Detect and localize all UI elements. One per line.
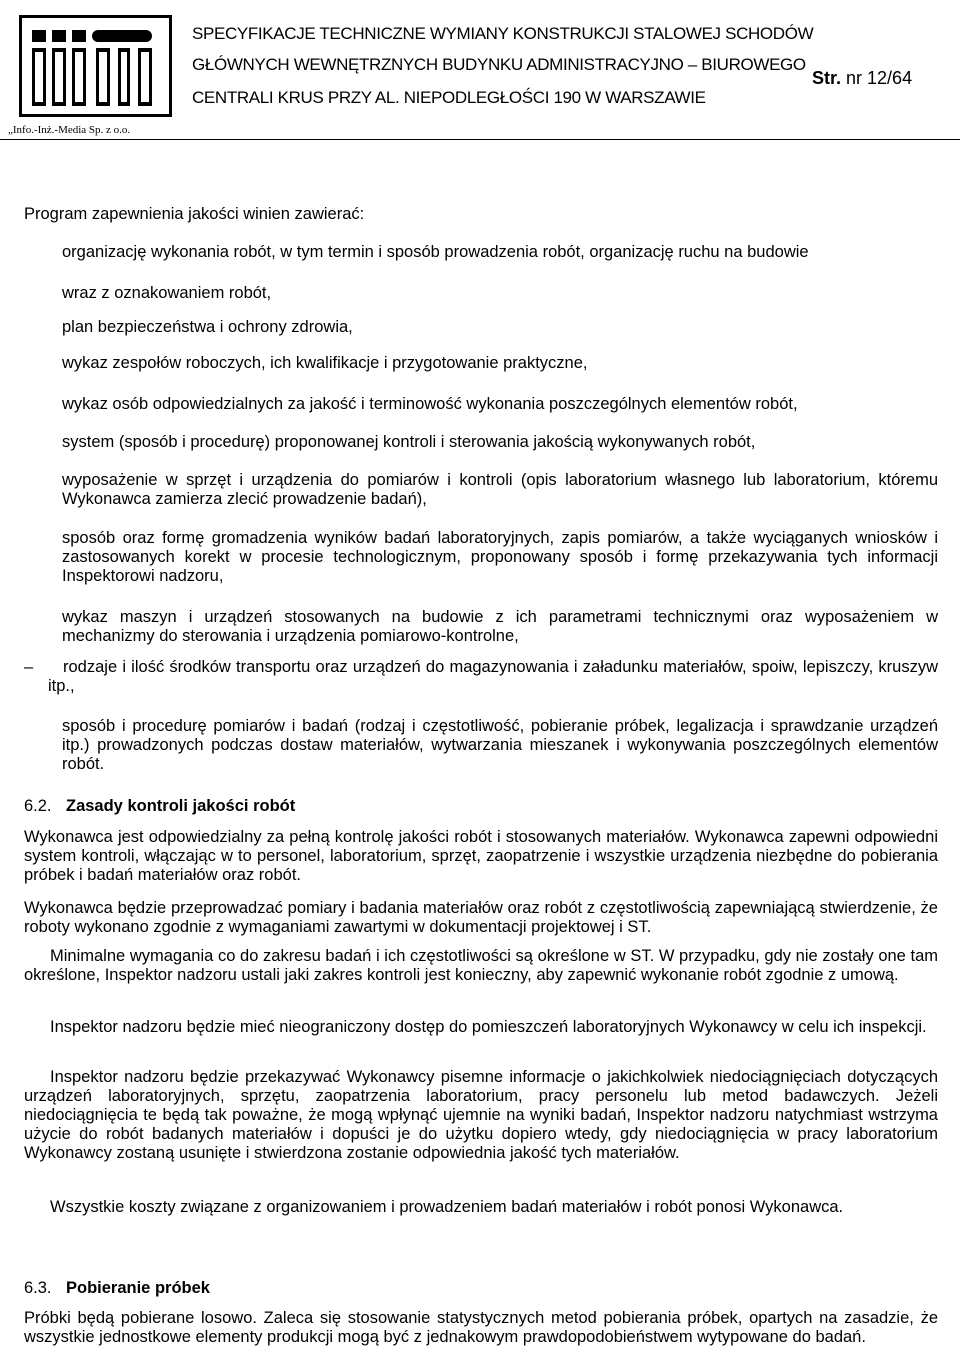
list-item: wykaz zespołów roboczych, ich kwalifikacje i przygotowanie praktyczne, (62, 354, 588, 372)
section-number: 6.3. (24, 1279, 52, 1297)
list-item: wykaz maszyn i urządzeń stosowanych na budowie z ich parametrami technicznymi oraz wyposażeniem w mechanizmy do sterowania i urządzenia pomiarowo-kontrolne, (62, 608, 938, 645)
header-divider (0, 139, 960, 140)
paragraph: Wykonawca będzie przeprowadzać pomiary i badania materiałów oraz robót z częstotliwością zapewniającą stwierdzenie, że roboty wykonano zgodnie z wymaganiami zawartymi w dokumentacji projektowej i ST. (24, 899, 938, 936)
list-item: wraz z oznakowaniem robót, (62, 284, 272, 302)
paragraph: Inspektor nadzoru będzie przekazywać Wykonawcy pisemne informacje o jakichkolwiek niedociągnięciach dotyczących urządzeń laboratoryjnych, sprzętu, zaopatrzenia laboratorium, pracy personelu lub metod badawczych. Jeżeli niedociągnięcia te będą tak poważne, że mogą wpłynąć ujemnie na wyniki badań, Inspektor nadzoru natychmiast wstrzyma użycie do robót badanych materiałów i dopuści je do użytku dopiero wtedy, gdy niedociągnięcia w pracy laboratorium Wykonawcy zostaną usunięte i stwierdzona zostanie odpowiednia jakość tych materiałów. (24, 1068, 938, 1162)
paragraph: Próbki będą pobierane losowo. Zaleca się stosowanie statystycznych metod pobierania próbek, opartych na zasadzie, że wszystkie jednostkowe elementy produkcji mogą być z jednakowym prawdopodobieństwem wytypowane do badań. (24, 1309, 938, 1346)
iim-logo-icon (22, 18, 169, 114)
section-title: Zasady kontroli jakości robót (66, 797, 296, 815)
page-prefix: Str. (812, 68, 842, 88)
list-item: sposób oraz formę gromadzenia wyników badań laboratoryjnych, zapis pomiarów, a także wyciąganych wniosków i zastosowanych korekt w procesie technologicznym, proponowany sposób i formę przekazywania tych informacji Inspektorowi nadzoru, (62, 529, 938, 585)
section-title: Pobieranie próbek (66, 1279, 210, 1297)
header-title-line-3: CENTRALI KRUS PRZY AL. NIEPODLEGŁOŚCI 190 W WARSZAWIE (192, 88, 706, 107)
page-number-value: nr 12/64 (846, 68, 913, 88)
header-title-line-1: SPECYFIKACJE TECHNICZNE WYMIANY KONSTRUKCJI STALOWEJ SCHODÓW (192, 24, 814, 43)
list-item: wykaz osób odpowiedzialnych za jakość i terminowość wykonania poszczególnych elementów robót, (62, 395, 798, 413)
section-number: 6.2. (24, 797, 52, 815)
paragraph: Inspektor nadzoru będzie mieć nieograniczony dostęp do pomieszczeń laboratoryjnych Wykonawcy w celu ich inspekcji. (50, 1018, 927, 1036)
paragraph: Minimalne wymagania co do zakresu badań i ich częstotliwości są określone w ST. W przypadku, gdy nie zostały one tam określone, Inspektor nadzoru ustali jaki zakres kontroli jest konieczny, aby zapewnić wykonanie robót zgodnie z umową. (24, 947, 938, 984)
paragraph: Wykonawca jest odpowiedzialny za pełną kontrolę jakości robót i stosowanych materiałów. Wykonawca zapewni odpowiedni system kontroli, włączając w to personel, laboratorium, sprzęt, zaopatrzenie i wszystkie urządzenia niezbędne do pobierania próbek i badań materiałów oraz robót. (24, 828, 938, 884)
company-name: „Info.-Inż.-Media Sp. z o.o. (8, 124, 131, 136)
list-item: plan bezpieczeństwa i ochrony zdrowia, (62, 318, 353, 336)
list-item: organizację wykonania robót, w tym termin i sposób prowadzenia robót, organizację ruchu na budowie (62, 243, 809, 261)
header-title-line-2: GŁÓWNYCH WEWNĘTRZNYCH BUDYNKU ADMINISTRACYJNO – BIUROWEGO (192, 55, 806, 74)
list-item: system (sposób i procedurę) proponowanej kontroli i sterowania jakością wykonywanych robót, (62, 433, 756, 451)
list-item: wyposażenie w sprzęt i urządzenia do pomiarów i kontroli (opis laboratorium własnego lub laboratorium, któremu Wykonawca zamierza zlecić prowadzenie badań), (62, 471, 938, 508)
list-item: rodzaje i ilość środków transportu oraz urządzeń do magazynowania i załadunku materiałów, spoiw, lepiszczy, kruszyw itp., (48, 658, 938, 695)
list-item: sposób i procedurę pomiarów i badań (rodzaj i częstotliwość, pobieranie próbek, legalizacja i sprawdzanie urządzeń itp.) prowadzonych podczas dostaw materiałów, wytwarzania mieszanek i wykonywania poszczególnych elementów robót. (62, 717, 938, 773)
dash-bullet: – (24, 658, 34, 676)
page-number (812, 68, 912, 89)
intro-text: Program zapewnienia jakości winien zawierać: (24, 205, 365, 223)
paragraph: Wszystkie koszty związane z organizowaniem i prowadzeniem badań materiałów i robót ponosi Wykonawca. (50, 1198, 844, 1216)
section-heading-6-3 (24, 1279, 210, 1298)
section-heading-6-2 (24, 797, 295, 816)
company-logo (19, 15, 172, 117)
